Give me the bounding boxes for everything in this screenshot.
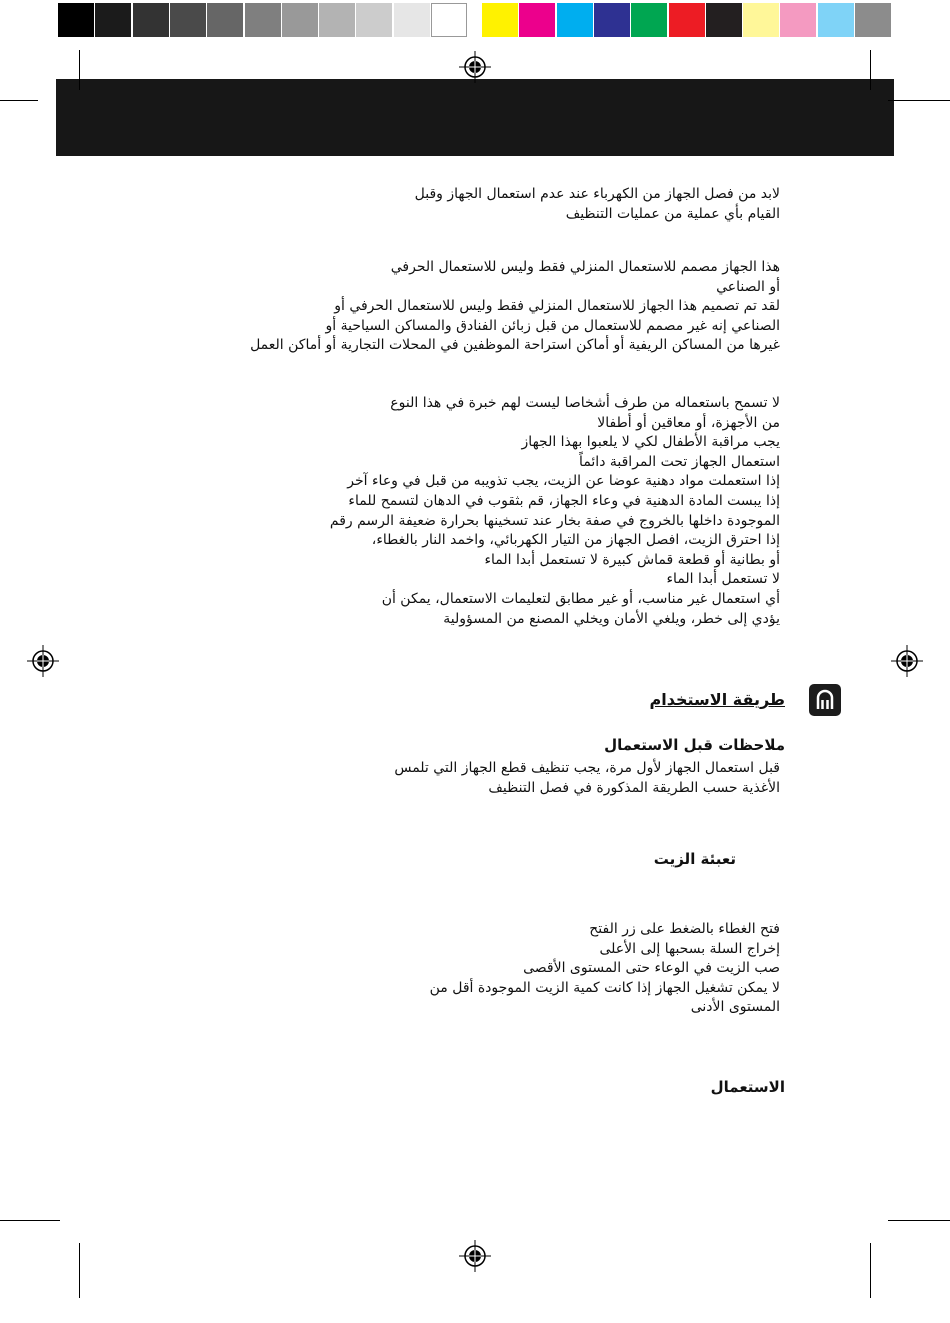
text-line: أو الصناعي <box>716 278 780 295</box>
plug-icon <box>809 684 841 716</box>
heading-oil-filling: تعبئة الزيت <box>653 850 736 868</box>
text-line: إذا يبست المادة الدهنية في وعاء الجهاز، قم بثقوب في الدهان لتسمح للماء <box>348 492 780 509</box>
gray-swatch <box>394 3 430 37</box>
header-band <box>56 79 894 156</box>
process-color-swatch <box>855 3 891 37</box>
registration-mark-icon <box>27 645 59 677</box>
text-line: من الأجهزة، أو معاقين أو أطفالا <box>597 414 780 431</box>
text-line: غيرها من المساكن الريفية أو أماكن استراحة الموظفين في المحلات التجارية أو أماكن العمل <box>250 337 780 354</box>
heading-use: الاستعمال <box>710 1078 785 1096</box>
oil-filling-steps <box>430 920 780 1018</box>
process-color-swatch <box>631 3 667 37</box>
text-line: إخراج السلة بسحبها إلى الأعلى <box>599 940 780 957</box>
gray-swatch <box>133 3 169 37</box>
registration-mark-icon <box>459 1240 491 1272</box>
gray-swatch <box>95 3 131 37</box>
crop-mark <box>870 1243 871 1298</box>
safety-paragraph-warnings <box>330 394 780 629</box>
crop-mark <box>79 1243 80 1298</box>
crop-mark <box>888 100 950 101</box>
gray-swatch <box>356 3 392 37</box>
gray-swatch <box>58 3 94 37</box>
text-line: لقد تم تصميم هذا الجهاز للاستعمال المنزلي فقط وليس للاستعمال الحرفي أو <box>334 298 780 315</box>
process-color-swatch <box>519 3 555 37</box>
gray-swatch <box>170 3 206 37</box>
text-line: صب الزيت في الوعاء حتى المستوى الأقصى <box>523 960 780 977</box>
text-line: يجب مراقبة الأطفال لكي لا يلعبوا بهذا الجهاز <box>521 434 780 451</box>
gray-swatch <box>207 3 243 37</box>
text-line: الموجودة داخلها بالخروج في صفة بخار عند تسخينها بحرارة ضعيفة الرسم رقم <box>329 512 780 529</box>
process-color-swatch <box>706 3 742 37</box>
registration-mark-icon <box>459 51 491 83</box>
process-color-swatch <box>780 3 816 37</box>
text-line: لا تستعمل أبدا الماء <box>666 571 780 588</box>
text-line: القيام بأي عملية من عمليات التنظيف <box>565 205 780 222</box>
text-line: يؤدي إلى خطر، ويلغي الأمان ويخلي المصنع من المسؤولية <box>443 610 780 627</box>
notes-paragraph <box>394 759 780 798</box>
process-color-swatch <box>818 3 854 37</box>
gray-swatch <box>319 3 355 37</box>
crop-mark <box>888 1220 950 1221</box>
safety-paragraph-unplug <box>415 185 780 224</box>
crop-mark <box>0 1220 60 1221</box>
text-line: فتح الغطاء بالضغط على زر الفتح <box>589 921 780 937</box>
text-line: إذا استعملت مواد دهنية عوضا عن الزيت، يجب تذويبه من قبل في وعاء آخر <box>347 473 780 490</box>
crop-mark <box>0 100 38 101</box>
crop-mark <box>79 50 80 90</box>
text-line: لا يمكن تشغيل الجهاز إذا كانت كمية الزيت الموجودة أقل من <box>429 979 780 996</box>
heading-notes-before-use: ملاحظات قبل الاستعمال <box>604 736 785 754</box>
text-line: قبل استعمال الجهاز لأول مرة، يجب تنظيف قطع الجهاز التي تلمس <box>394 760 780 776</box>
process-color-swatch <box>482 3 518 37</box>
text-line: الصناعي إنه غير مصمم للاستعمال من قبل زبائن الفنادق والمساكن السياحية أو <box>325 317 780 334</box>
text-line: أو بطانية أو قطعة قماش كبيرة لا تستعمل أبدا الماء <box>484 551 780 568</box>
text-line: إذا احترق الزيت، افصل الجهاز من التيار الكهربائي، واخمد النار بالغطاء، <box>371 532 780 549</box>
safety-paragraph-household-use <box>250 258 780 356</box>
gray-swatch <box>282 3 318 37</box>
process-color-swatch <box>669 3 705 37</box>
text-line: هذا الجهاز مصمم للاستعمال المنزلي فقط وليس للاستعمال الحرفي <box>390 259 780 275</box>
text-line: لا تسمح باستعماله من طرف أشخاصا ليست لهم خبرة في هذا النوع <box>390 395 780 411</box>
process-color-swatch <box>743 3 779 37</box>
text-line: لابد من فصل الجهاز من الكهرباء عند عدم استعمال الجهاز وقبل <box>414 186 780 202</box>
gray-swatch <box>431 3 467 37</box>
text-line: أي استعمال غير مناسب، أو غير مطابق لتعليمات الاستعمال، يمكن أن <box>381 590 780 607</box>
process-color-swatch <box>594 3 630 37</box>
section-title-usage: طريقة الاستخدام <box>649 690 785 709</box>
process-color-swatch <box>557 3 593 37</box>
registration-mark-icon <box>891 645 923 677</box>
text-line: الأغذية حسب الطريقة المذكورة في فصل التنظيف <box>488 779 780 796</box>
text-line: المستوى الأدنى <box>690 999 780 1016</box>
gray-swatch <box>245 3 281 37</box>
crop-mark <box>870 50 871 90</box>
text-line: استعمال الجهاز تحت المراقبة دائماً <box>579 453 780 470</box>
